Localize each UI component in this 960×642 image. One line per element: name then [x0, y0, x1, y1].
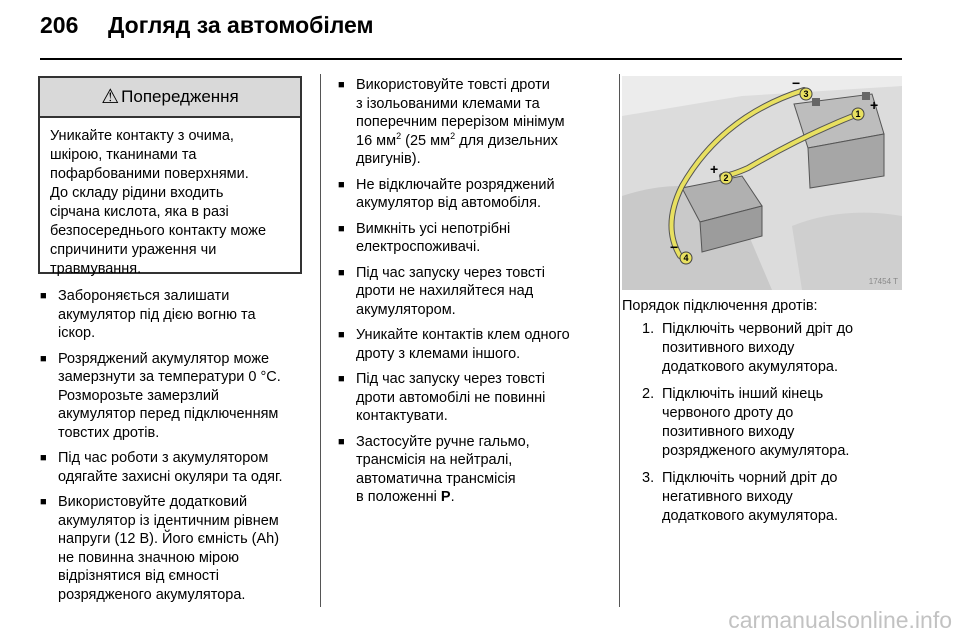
page-number: 206 [40, 12, 79, 38]
list-item: ■ Уникайте контактів клем одного дроту з клемами іншого. [338, 326, 616, 363]
warning-line: травмування. [50, 261, 142, 277]
warning-line: До складу рідини входить [50, 185, 224, 201]
minus-terminal-label: − [670, 239, 679, 255]
page-header [40, 12, 374, 39]
callout-3: 3 [803, 89, 809, 99]
list-item: ■ Під час запуску через товсті дроти автомобілі не повинні контактувати. [338, 370, 616, 426]
list-item: 3. Підключіть чорний дріт до негативного виходу додаткового акумулятора. [642, 470, 839, 524]
list-item: 2. Підключіть інший кінець червоного дроту до позитивного виходу розрядженого акумулятора. [642, 386, 850, 459]
warning-title: Попередження [121, 87, 239, 106]
callout-2: 2 [723, 173, 729, 183]
list-item: ■ Під час роботи з акумулятором одягайте захисні окуляри та одяг. [40, 449, 315, 486]
plus-terminal-label: + [710, 161, 719, 177]
callout-4: 4 [683, 253, 689, 263]
jump-start-illustration [622, 76, 902, 290]
list-item: ■ Забороняється залишати акумулятор під дією вогню та іскор. [40, 287, 315, 343]
figure-code: 17454 T [868, 277, 898, 286]
warning-text [40, 118, 300, 279]
warning-line: спричинити ураження чи [50, 242, 217, 258]
list-item: ■ Розряджений акумулятор може замерзнути за температури 0 °C. Розморозьте замерзлий акумулятор перед підключенням товстих дротів. [40, 350, 315, 443]
warning-line: безпосереднього контакту може [50, 223, 267, 239]
page-title: Догляд за автомобілем [108, 12, 374, 38]
minus-terminal-label: − [792, 76, 801, 91]
list-item: ■ Застосуйте ручне гальмо, трансмісія на нейтралі, автоматична трансмісія в положенні P. [338, 433, 616, 507]
warning-triangle-icon: ⚠ [101, 86, 120, 108]
procedure-steps [642, 320, 912, 534]
warning-line: шкірою, тканинами та [50, 147, 197, 163]
column-divider-left [320, 74, 321, 607]
plus-terminal-label: + [870, 97, 879, 113]
warning-line: сірчана кислота, яка в разі [50, 204, 229, 220]
list-item: ■ Не відключайте розряджений акумулятор від автомобіля. [338, 176, 616, 213]
warning-header [40, 78, 300, 118]
column-divider-right [619, 74, 620, 607]
list-item: ■ Використовуйте товсті дроти з ізольованими клемами та поперечним перерізом мінімум 16 $мм^2$ (25 $мм^2$ для дизельних двигунів). [338, 76, 616, 169]
list-item: ■ Використовуйте додатковий акумулятор із ідентичним рівнем напруги (12 В). Його ємність (Ah) не повинна значною мірою відрізнятися від ємності розрядженого акумулятора. [40, 493, 315, 604]
middle-bullet-list [338, 76, 616, 514]
left-bullet-list [40, 287, 315, 611]
header-rule [40, 58, 902, 60]
list-item: 1. Підключіть червоний дріт до позитивного виходу додаткового акумулятора. [642, 321, 854, 375]
procedure-caption: Порядок підключення дротів: [622, 298, 818, 314]
list-item: ■ Вимкніть усі непотрібні електроспоживачі. [338, 220, 616, 257]
warning-line: пофарбованими поверхнями. [50, 166, 249, 182]
watermark: carmanualsonline.info [728, 607, 952, 633]
warning-line: Уникайте контакту з очима, [50, 128, 234, 144]
warning-box [38, 76, 302, 277]
list-item: ■ Під час запуску через товсті дроти не нахиляйтеся над акумулятором. [338, 264, 616, 320]
callout-1: 1 [855, 109, 861, 119]
